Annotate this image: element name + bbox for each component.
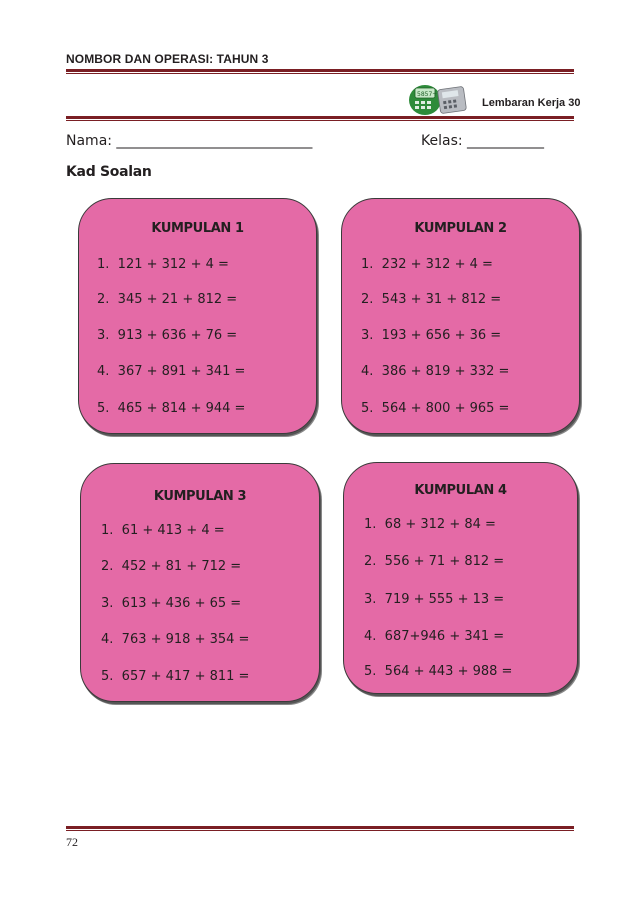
question-item: 4. 367 + 891 + 341 =	[97, 364, 246, 379]
question-item: 1. 232 + 312 + 4 =	[361, 257, 493, 272]
question-item: 2. 543 + 31 + 812 =	[361, 292, 502, 307]
calculator-display: 5857+	[417, 91, 438, 98]
header-rule-thin	[66, 73, 574, 74]
worksheet-label: Lembaran Kerja 30	[482, 97, 581, 109]
question-item: 3. 613 + 436 + 65 =	[101, 596, 242, 611]
question-item: 5. 657 + 417 + 811 =	[101, 669, 250, 684]
question-item: 5. 465 + 814 + 944 =	[97, 401, 246, 416]
footer-rule-thin	[66, 830, 574, 831]
question-card-3	[80, 463, 320, 702]
question-card-2	[341, 198, 580, 434]
card-title: KUMPULAN 2	[414, 221, 507, 236]
question-item: 5. 564 + 800 + 965 =	[361, 401, 510, 416]
question-item: 2. 345 + 21 + 812 =	[97, 292, 238, 307]
card-title: KUMPULAN 4	[414, 483, 507, 498]
card-title: KUMPULAN 3	[153, 489, 247, 504]
question-item: 3. 719 + 555 + 13 =	[364, 592, 505, 607]
question-item: 3. 193 + 656 + 36 =	[361, 328, 502, 343]
question-item: 4. 763 + 918 + 354 =	[101, 632, 250, 647]
footer-rule-thick	[66, 826, 574, 829]
question-card-1	[78, 198, 317, 434]
name-field[interactable]: Nama: ____________________________	[66, 133, 313, 149]
section-title: Kad Soalan	[66, 164, 152, 180]
header-rule-bottom-thick	[66, 116, 574, 119]
calculator-icon	[405, 82, 471, 116]
question-item: 1. 121 + 312 + 4 =	[97, 257, 229, 272]
question-item: 4. 386 + 819 + 332 =	[361, 364, 510, 379]
question-card-4	[343, 462, 578, 694]
card-title: KUMPULAN 1	[151, 221, 244, 236]
header-title: NOMBOR DAN OPERASI: TAHUN 3	[66, 52, 269, 66]
question-item: 3. 913 + 636 + 76 =	[97, 328, 238, 343]
question-item: 1. 68 + 312 + 84 =	[364, 517, 496, 532]
question-item: 2. 556 + 71 + 812 =	[364, 554, 505, 569]
question-item: 5. 564 + 443 + 988 =	[364, 664, 513, 679]
header-rule-thick	[66, 69, 574, 72]
question-item: 1. 61 + 413 + 4 =	[101, 523, 225, 538]
question-item: 2. 452 + 81 + 712 =	[101, 559, 242, 574]
class-field[interactable]: Kelas: ___________	[421, 133, 545, 149]
header-rule-bottom-thin	[66, 120, 574, 121]
question-item: 4. 687+946 + 341 =	[364, 629, 505, 644]
page-number: 72	[66, 835, 78, 849]
